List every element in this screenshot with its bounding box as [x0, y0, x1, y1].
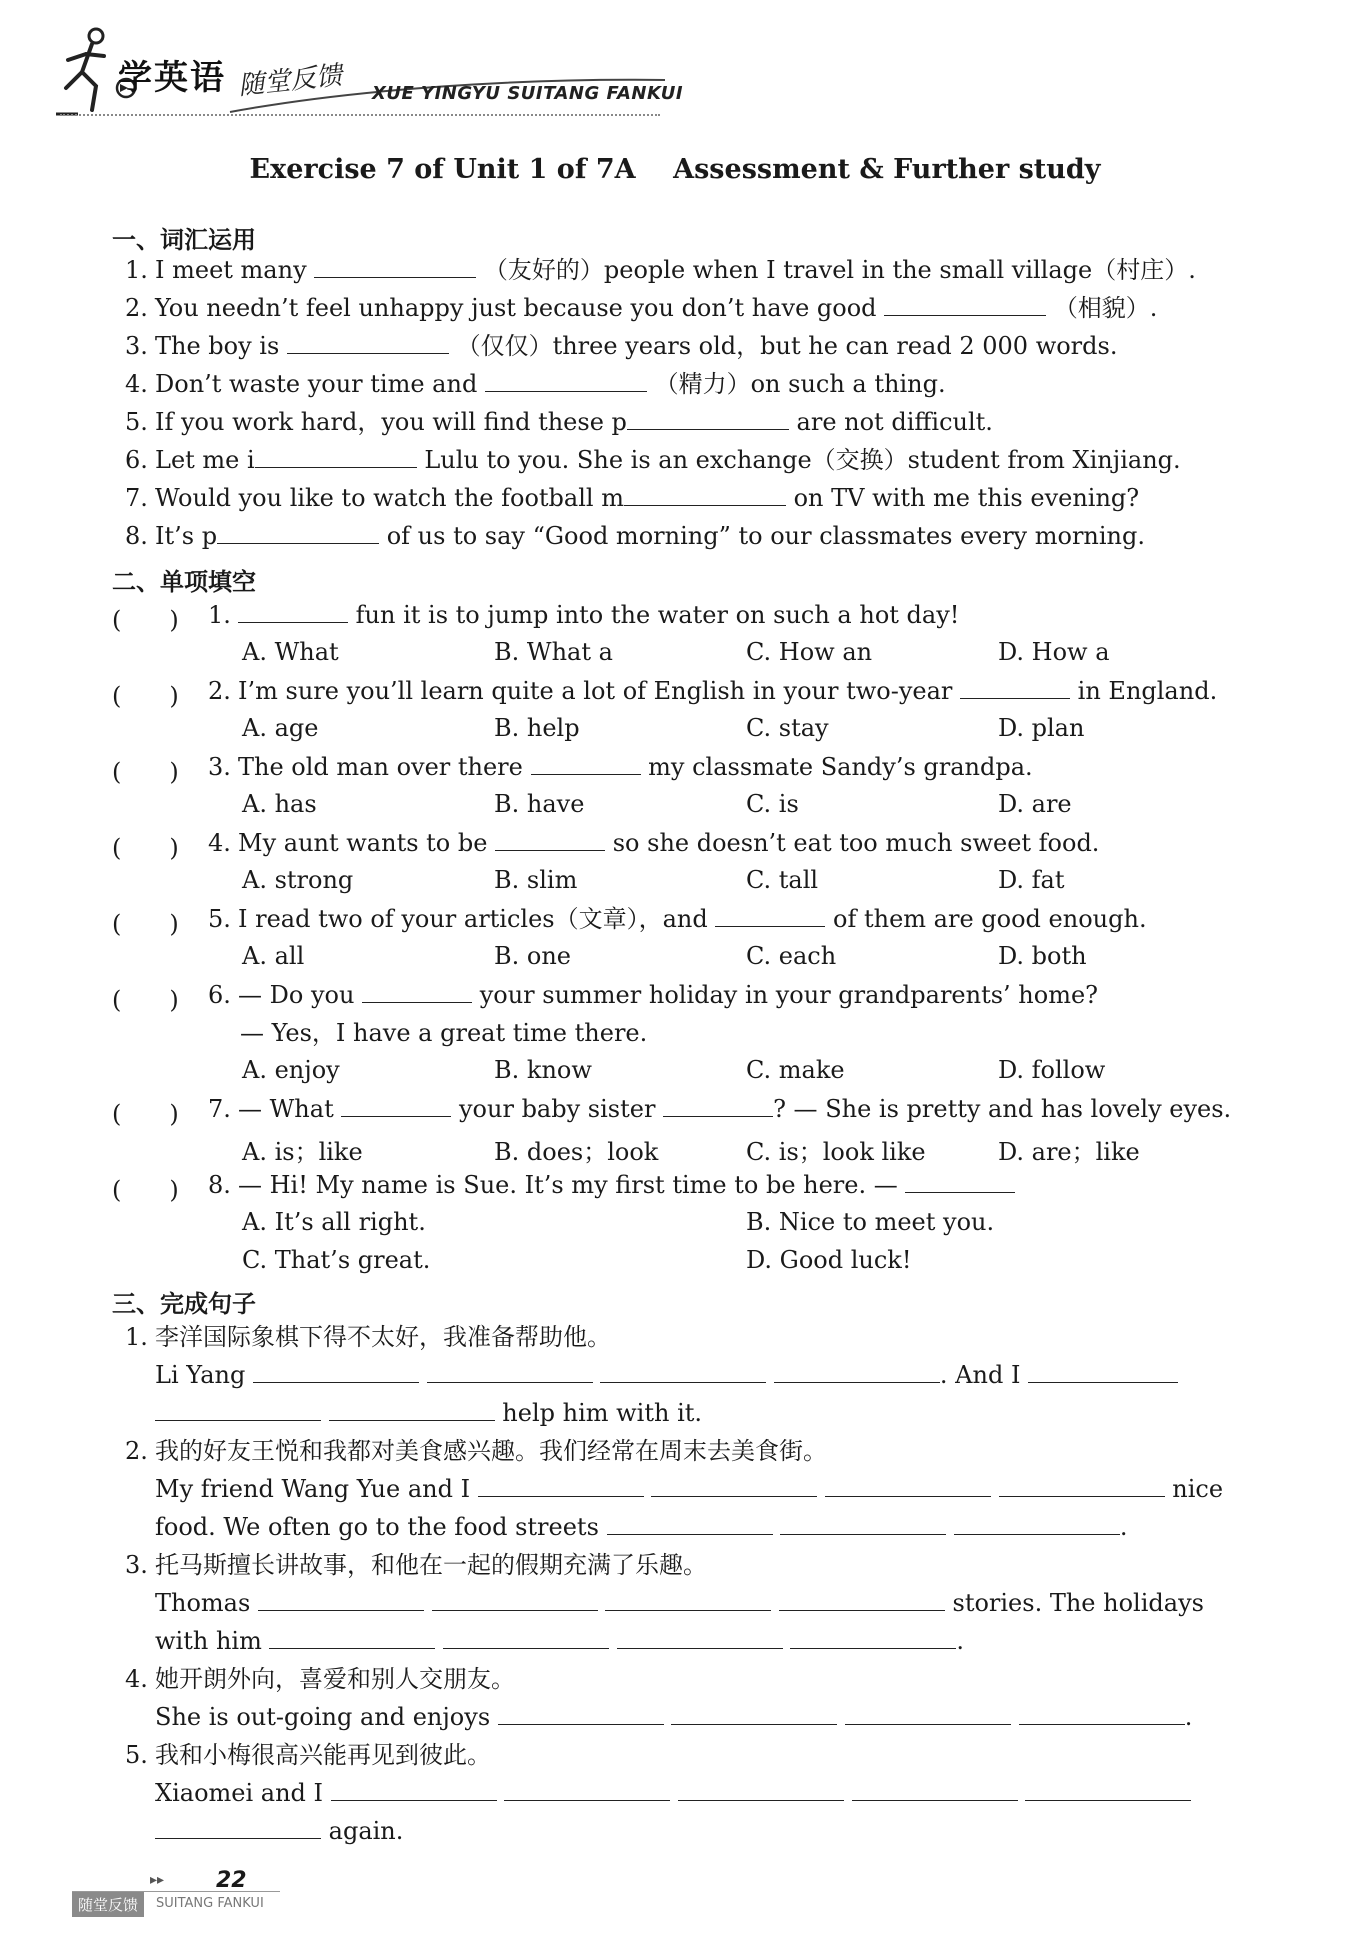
- mc-option[interactable]: A. What: [242, 638, 339, 666]
- mc-option[interactable]: A. is；like: [242, 1138, 363, 1166]
- vocab-item: 6. Let me i Lulu to you. She is an exchange（交换）student from Xinjiang.: [125, 446, 1181, 474]
- vocab-item: 5. If you work hard，you will find these p are not difficult.: [125, 408, 993, 436]
- answer-blank[interactable]: [495, 828, 605, 851]
- answer-blank[interactable]: [605, 1588, 771, 1611]
- brand-title-cn: 学英语: [118, 58, 226, 98]
- answer-blank[interactable]: [443, 1626, 609, 1649]
- complete-item-line: with him .: [155, 1627, 965, 1655]
- answer-parentheses[interactable]: ( ): [112, 606, 179, 634]
- mc-option[interactable]: B. slim: [494, 866, 578, 894]
- mc-option[interactable]: B. does；look: [494, 1138, 659, 1166]
- mc-option[interactable]: C. each: [746, 942, 837, 970]
- section-heading-mc: 二、单项填空: [112, 568, 256, 596]
- complete-item-prompt: 3. 托马斯擅长讲故事，和他在一起的假期充满了乐趣。: [125, 1551, 707, 1579]
- mc-option[interactable]: D. both: [998, 942, 1087, 970]
- mc-option[interactable]: C. That’s great.: [242, 1246, 431, 1274]
- answer-blank[interactable]: [341, 1094, 451, 1117]
- mc-option[interactable]: B. help: [494, 714, 580, 742]
- complete-item-line: Thomas stories. The holidays: [155, 1589, 1204, 1617]
- answer-parentheses[interactable]: ( ): [112, 758, 179, 786]
- answer-blank[interactable]: [852, 1778, 1018, 1801]
- page-title: Exercise 7 of Unit 1 of 7A Assessment & Further study: [249, 154, 1101, 185]
- footer-arrows-icon: ▸▸: [150, 1872, 165, 1888]
- section-heading-vocab: 一、词汇运用: [112, 226, 256, 254]
- answer-blank[interactable]: [790, 1626, 956, 1649]
- mc-question: 3. The old man over there my classmate Sandy’s grandpa.: [208, 753, 1033, 781]
- mc-question: 4. My aunt wants to be so she doesn’t eat too much sweet food.: [208, 829, 1100, 857]
- mc-option[interactable]: D. are: [998, 790, 1072, 818]
- answer-blank[interactable]: [258, 1588, 424, 1611]
- footer-badge: 随堂反馈: [72, 1892, 144, 1917]
- answer-blank[interactable]: [607, 1512, 773, 1535]
- answer-blank[interactable]: [884, 293, 1046, 316]
- answer-blank[interactable]: [255, 445, 417, 468]
- answer-blank[interactable]: [905, 1170, 1015, 1193]
- mc-option[interactable]: B. Nice to meet you.: [746, 1208, 995, 1236]
- brand-title-en: XUE YINGYU SUITANG FANKUI: [372, 83, 684, 104]
- section-heading-complete: 三、完成句子: [112, 1290, 256, 1318]
- answer-blank[interactable]: [427, 1360, 593, 1383]
- mc-option[interactable]: B. one: [494, 942, 572, 970]
- answer-parentheses[interactable]: ( ): [112, 910, 179, 938]
- mc-question: 5. I read two of your articles（文章），and of them are good enough.: [208, 905, 1147, 933]
- answer-parentheses[interactable]: ( ): [112, 986, 179, 1014]
- answer-blank[interactable]: [269, 1626, 435, 1649]
- mc-option[interactable]: C. tall: [746, 866, 819, 894]
- mc-question-reply: — Yes，I have a great time there.: [240, 1019, 648, 1047]
- answer-blank[interactable]: [678, 1778, 844, 1801]
- mc-question: 2. I’m sure you’ll learn quite a lot of English in your two-year in England.: [208, 677, 1218, 705]
- answer-blank[interactable]: [954, 1512, 1120, 1535]
- vocab-item: 7. Would you like to watch the football m on TV with me this evening?: [125, 484, 1140, 512]
- vocab-item: 3. The boy is （仅仅）three years old，but he can read 2 000 words.: [125, 332, 1118, 360]
- vocab-item: 2. You needn’t feel unhappy just because you don’t have good （相貌）.: [125, 294, 1158, 322]
- answer-blank[interactable]: [600, 1360, 766, 1383]
- footer-badge-en: SUITANG FANKUI: [156, 1896, 264, 1911]
- answer-blank[interactable]: [217, 521, 379, 544]
- answer-blank[interactable]: [671, 1702, 837, 1725]
- mc-option[interactable]: C. is；look like: [746, 1138, 926, 1166]
- answer-blank[interactable]: [329, 1398, 495, 1421]
- mc-option[interactable]: B. What a: [494, 638, 613, 666]
- mc-question: 1. fun it is to jump into the water on such a hot day!: [208, 601, 960, 629]
- answer-blank[interactable]: [238, 600, 348, 623]
- answer-blank[interactable]: [1028, 1360, 1178, 1383]
- mc-option[interactable]: A. has: [242, 790, 317, 818]
- answer-blank[interactable]: [498, 1702, 664, 1725]
- answer-blank[interactable]: [485, 369, 647, 392]
- mc-option[interactable]: D. follow: [998, 1056, 1106, 1084]
- answer-blank[interactable]: [478, 1474, 644, 1497]
- page-number: 22: [216, 1868, 247, 1893]
- mc-option[interactable]: A. all: [242, 942, 305, 970]
- mc-question: 6. — Do you your summer holiday in your grandparents’ home?: [208, 981, 1099, 1009]
- mc-option[interactable]: C. How an: [746, 638, 873, 666]
- complete-item-prompt: 2. 我的好友王悦和我都对美食感兴趣。我们经常在周末去美食街。: [125, 1437, 827, 1465]
- mc-option[interactable]: D. fat: [998, 866, 1065, 894]
- answer-blank[interactable]: [825, 1474, 991, 1497]
- answer-blank[interactable]: [715, 904, 825, 927]
- complete-item-line: She is out-going and enjoys .: [155, 1703, 1193, 1731]
- answer-blank[interactable]: [314, 255, 476, 278]
- answer-blank[interactable]: [774, 1360, 940, 1383]
- mc-option[interactable]: C. is: [746, 790, 799, 818]
- mc-option[interactable]: B. know: [494, 1056, 592, 1084]
- answer-blank[interactable]: [432, 1588, 598, 1611]
- vocab-item: 1. I meet many （友好的）people when I travel in the small village（村庄）.: [125, 256, 1196, 284]
- mc-option[interactable]: D. How a: [998, 638, 1110, 666]
- vocab-item: 8. It’s p of us to say “Good morning” to our classmates every morning.: [125, 522, 1145, 550]
- complete-item-prompt: 5. 我和小梅很高兴能再见到彼此。: [125, 1741, 491, 1769]
- answer-blank[interactable]: [780, 1512, 946, 1535]
- answer-blank[interactable]: [531, 752, 641, 775]
- answer-blank[interactable]: [999, 1474, 1165, 1497]
- vocab-item: 4. Don’t waste your time and （精力）on such a thing.: [125, 370, 946, 398]
- answer-blank[interactable]: [253, 1360, 419, 1383]
- complete-item-prompt: 4. 她开朗外向，喜爱和别人交朋友。: [125, 1665, 515, 1693]
- answer-blank[interactable]: [617, 1626, 783, 1649]
- brand-subtitle-cn: 随堂反馈: [236, 60, 344, 102]
- mc-option[interactable]: C. stay: [746, 714, 829, 742]
- complete-item-line: food. We often go to the food streets .: [155, 1513, 1128, 1541]
- mc-option[interactable]: D. are；like: [998, 1138, 1140, 1166]
- mc-option[interactable]: A. It’s all right.: [242, 1208, 426, 1236]
- header-dotted-rule: [60, 114, 660, 116]
- answer-blank[interactable]: [155, 1398, 321, 1421]
- answer-blank[interactable]: [1025, 1778, 1191, 1801]
- answer-blank[interactable]: [287, 331, 449, 354]
- answer-blank[interactable]: [779, 1588, 945, 1611]
- complete-item-line: again.: [155, 1816, 403, 1846]
- complete-item-line: help him with it.: [155, 1398, 702, 1428]
- answer-parentheses[interactable]: ( ): [112, 682, 179, 710]
- answer-blank[interactable]: [331, 1778, 497, 1801]
- complete-item-line: Li Yang . And I: [155, 1360, 1178, 1390]
- answer-blank[interactable]: [960, 676, 1070, 699]
- mc-question: 8. — Hi! My name is Sue. It’s my first time to be here. —: [208, 1170, 1015, 1200]
- answer-blank[interactable]: [1019, 1702, 1185, 1725]
- complete-item-line: My friend Wang Yue and I nice: [155, 1475, 1224, 1503]
- mc-option[interactable]: D. Good luck!: [746, 1246, 912, 1274]
- mc-option[interactable]: A. enjoy: [242, 1056, 340, 1084]
- answer-blank[interactable]: [627, 407, 789, 430]
- answer-blank[interactable]: [651, 1474, 817, 1497]
- answer-blank[interactable]: [663, 1094, 773, 1117]
- mc-option[interactable]: A. age: [242, 714, 319, 742]
- mc-option[interactable]: B. have: [494, 790, 585, 818]
- answer-blank[interactable]: [504, 1778, 670, 1801]
- answer-parentheses[interactable]: ( ): [112, 1100, 179, 1128]
- answer-parentheses[interactable]: ( ): [112, 834, 179, 862]
- mc-option[interactable]: A. strong: [242, 866, 354, 894]
- mc-option[interactable]: D. plan: [998, 714, 1085, 742]
- answer-blank[interactable]: [155, 1816, 321, 1839]
- answer-blank[interactable]: [845, 1702, 1011, 1725]
- complete-item-line: Xiaomei and I: [155, 1778, 1191, 1808]
- answer-blank[interactable]: [362, 980, 472, 1003]
- mc-question: 7. — What your baby sister ? — She is pretty and has lovely eyes.: [208, 1095, 1232, 1123]
- answer-blank[interactable]: [624, 483, 786, 506]
- complete-item-prompt: 1. 李洋国际象棋下得不太好，我准备帮助他。: [125, 1323, 611, 1351]
- answer-parentheses[interactable]: ( ): [112, 1176, 179, 1204]
- mc-option[interactable]: C. make: [746, 1056, 845, 1084]
